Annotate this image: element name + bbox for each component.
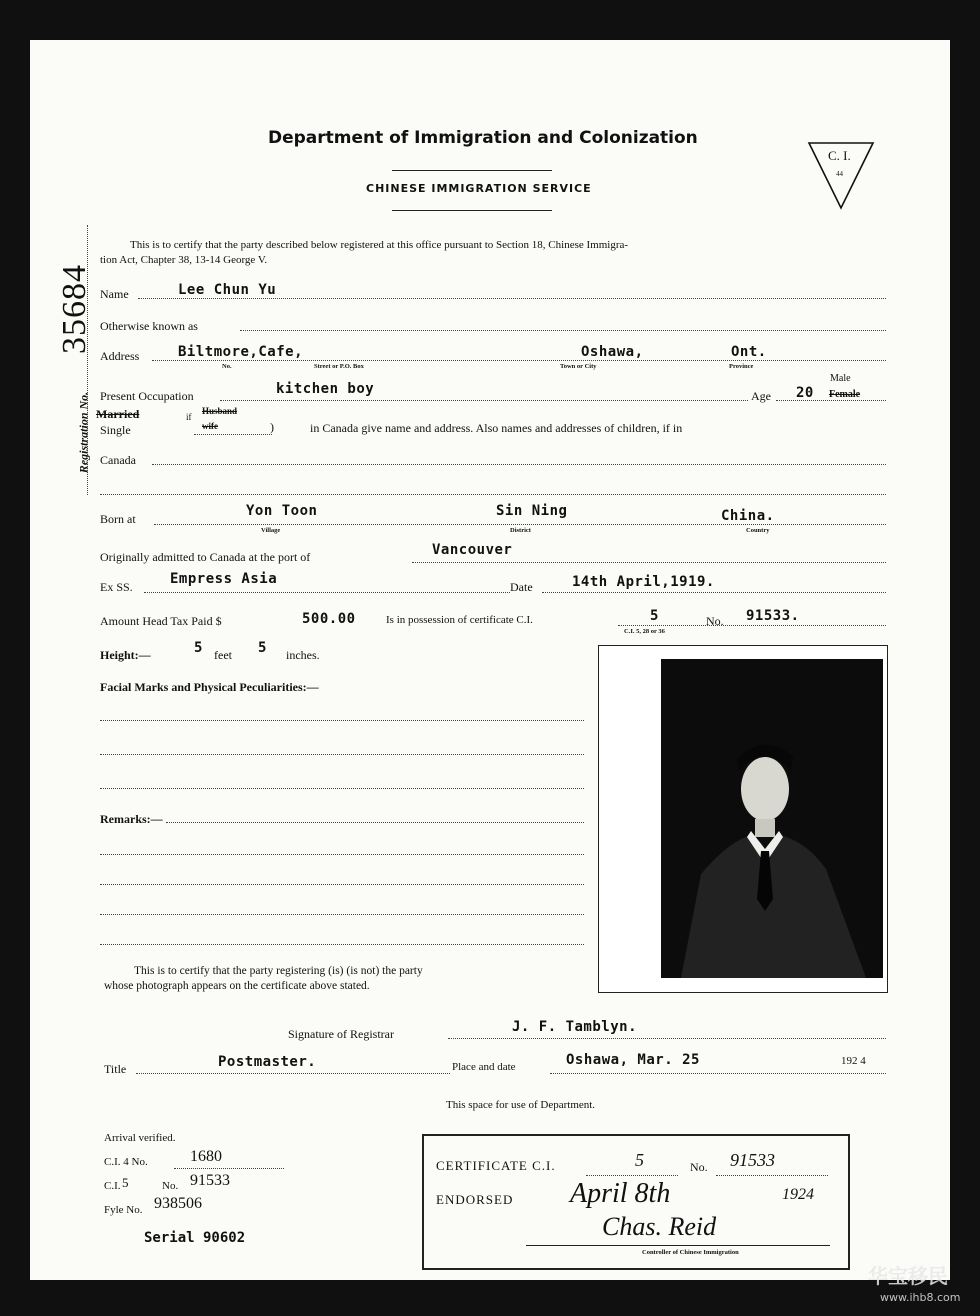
- ci5-value: 91533: [190, 1172, 230, 1189]
- stamp-endorsed-year: 1924: [782, 1186, 814, 1203]
- stamp-endorsed-label: ENDORSED: [436, 1192, 514, 1207]
- arrival-label: Arrival verified.: [104, 1132, 176, 1144]
- ci5-no: No.: [162, 1180, 179, 1192]
- ci4-label: C.I. 4 No.: [104, 1156, 148, 1168]
- address-street: Biltmore,Cafe,: [178, 344, 304, 360]
- stamp-cert-no: 91533: [730, 1150, 775, 1170]
- place-label: Place and date: [452, 1061, 516, 1073]
- remarks-label: Remarks:—: [100, 812, 163, 826]
- address-sub-city: Town or City: [560, 363, 597, 370]
- born-country: China.: [721, 508, 775, 524]
- canada-line-1: [152, 464, 886, 465]
- admitted-label: Originally admitted to Canada at the port of: [100, 550, 311, 564]
- age-line: [776, 400, 886, 401]
- title-label: Title: [104, 1062, 127, 1076]
- remarks-line-1: [166, 822, 584, 823]
- stamp-signature-line: [526, 1245, 830, 1246]
- registration-label: Registration No.: [76, 391, 91, 474]
- registration-number: 35684: [56, 264, 93, 354]
- registration-dots: [87, 225, 88, 495]
- cert-no-label: No.: [706, 614, 724, 628]
- facial-line-3: [100, 788, 584, 789]
- certify-text-2: tion Act, Chapter 38, 13-14 George V.: [100, 254, 268, 266]
- height-label: Height:—: [100, 648, 151, 662]
- occupation-line: [220, 400, 748, 401]
- husband-label: Husband: [202, 406, 238, 416]
- occupation-label: Present Occupation: [100, 389, 194, 403]
- married-label: Married: [96, 407, 140, 421]
- tax-value: 500.00: [302, 611, 356, 627]
- born-label: Born at: [100, 512, 136, 526]
- place-line: [550, 1073, 886, 1074]
- stamp-endorsed-date: April 8th: [570, 1178, 671, 1209]
- photo-certify-1: This is to certify that the party registering (is) (is not) the party: [134, 965, 423, 977]
- ss-value: Empress Asia: [170, 571, 278, 587]
- wife-label: wife: [202, 421, 218, 431]
- stamp-controller: Controller of Chinese Immigration: [642, 1249, 739, 1256]
- occupation-value: kitchen boy: [276, 381, 375, 397]
- admitted-port: Vancouver: [432, 542, 513, 558]
- date-line: [542, 592, 886, 593]
- address-sub-province: Province: [729, 363, 754, 370]
- name-line: [138, 298, 886, 299]
- sub-village: Village: [261, 527, 281, 534]
- place-value: Oshawa, Mar. 25: [566, 1052, 700, 1068]
- sex-female: Female: [829, 389, 861, 400]
- facial-line-2: [100, 754, 584, 755]
- if-label: if: [186, 412, 192, 422]
- age-label: Age: [751, 389, 771, 403]
- inches-label: inches.: [286, 648, 320, 662]
- fyle-label: Fyle No.: [104, 1204, 143, 1216]
- facial-line-1: [100, 720, 584, 721]
- sub-district: District: [510, 527, 531, 534]
- born-district: Sin Ning: [496, 503, 568, 519]
- single-label: Single: [100, 423, 131, 437]
- feet-label: feet: [214, 648, 232, 662]
- ci5-num: 5: [122, 1175, 129, 1190]
- form-code-number: 44: [836, 170, 843, 178]
- applicant-photo: [661, 659, 883, 978]
- husband-line: [194, 434, 272, 435]
- stamp-cert-label: CERTIFICATE C.I.: [436, 1158, 556, 1173]
- photo-certify-2: whose photograph appears on the certificate above stated.: [104, 980, 370, 992]
- height-inches: 5: [258, 640, 267, 656]
- height-feet: 5: [194, 640, 203, 656]
- service-title: CHINESE IMMIGRATION SERVICE: [366, 182, 592, 195]
- watermark-chinese: 华宝移民: [868, 1264, 948, 1288]
- form-code: C. I.: [828, 148, 851, 163]
- canada-line-2: [100, 494, 886, 495]
- service-rule-bottom: [392, 210, 552, 211]
- otherwise-label: Otherwise known as: [100, 319, 198, 333]
- date-label: Date: [510, 580, 533, 594]
- in-canada-text: in Canada give name and address. Also names and addresses of children, if in: [310, 421, 683, 435]
- fyle-value: 938506: [154, 1195, 202, 1212]
- ci4-value: 1680: [190, 1148, 222, 1165]
- stamp-ci-line: [586, 1175, 678, 1176]
- serial-number: Serial 90602: [144, 1230, 246, 1246]
- age-value: 20: [796, 385, 814, 401]
- ci5-label: C.I.: [104, 1180, 121, 1192]
- address-city: Oshawa,: [581, 344, 644, 360]
- admitted-line: [412, 562, 886, 563]
- possession-label: Is in possession of certificate C.I.: [386, 614, 533, 626]
- department-title: Department of Immigration and Colonization: [268, 128, 698, 148]
- signature-value: J. F. Tamblyn.: [512, 1019, 638, 1035]
- sex-male: Male: [830, 373, 851, 384]
- title-line: [136, 1073, 450, 1074]
- stamp-no-label: No.: [690, 1160, 708, 1174]
- address-sub-no: No.: [222, 363, 232, 370]
- remarks-line-4: [100, 914, 584, 915]
- certify-text-1: This is to certify that the party described below registered at this office pursuant to Section 18, Chinese Immigra-: [130, 239, 629, 251]
- stamp-no-line: [716, 1175, 828, 1176]
- ss-line: [144, 592, 510, 593]
- certificate-page: [30, 40, 950, 1280]
- ci4-line: [174, 1168, 284, 1169]
- stamp-signature: Chas. Reid: [602, 1212, 717, 1241]
- born-village: Yon Toon: [246, 503, 318, 519]
- ss-label: Ex SS.: [100, 580, 133, 594]
- born-line: [154, 524, 886, 525]
- address-province: Ont.: [731, 344, 767, 360]
- address-line: [152, 360, 886, 361]
- cert-ci-value: 5: [650, 608, 659, 624]
- sub-country: Country: [746, 527, 770, 534]
- address-label: Address: [100, 349, 140, 363]
- remarks-line-3: [100, 884, 584, 885]
- signature-label: Signature of Registrar: [288, 1027, 394, 1041]
- remarks-line-5: [100, 944, 584, 945]
- bracket-close: ): [270, 420, 274, 434]
- signature-line: [448, 1038, 886, 1039]
- cert-sub: C.I. 5, 28 or 36: [624, 628, 665, 635]
- remarks-line-2: [100, 854, 584, 855]
- year-value: 192 4: [841, 1055, 866, 1067]
- stamp-cert-ci: 5: [635, 1150, 644, 1170]
- facial-label: Facial Marks and Physical Peculiarities:—: [100, 680, 319, 694]
- tax-label: Amount Head Tax Paid $: [100, 614, 222, 628]
- date-value: 14th April,1919.: [572, 574, 715, 590]
- name-label: Name: [100, 287, 129, 301]
- cert-no-value: 91533.: [746, 608, 800, 624]
- watermark-url: www.ihb8.com: [880, 1291, 961, 1304]
- otherwise-line: [240, 330, 886, 331]
- address-sub-street: Street or P.O. Box: [314, 363, 364, 370]
- service-rule-top: [392, 170, 552, 171]
- name-value: Lee Chun Yu: [178, 282, 277, 298]
- canada-label: Canada: [100, 453, 136, 467]
- cert-line: [618, 625, 886, 626]
- title-value: Postmaster.: [218, 1054, 317, 1070]
- dept-use: This space for use of Department.: [446, 1099, 596, 1111]
